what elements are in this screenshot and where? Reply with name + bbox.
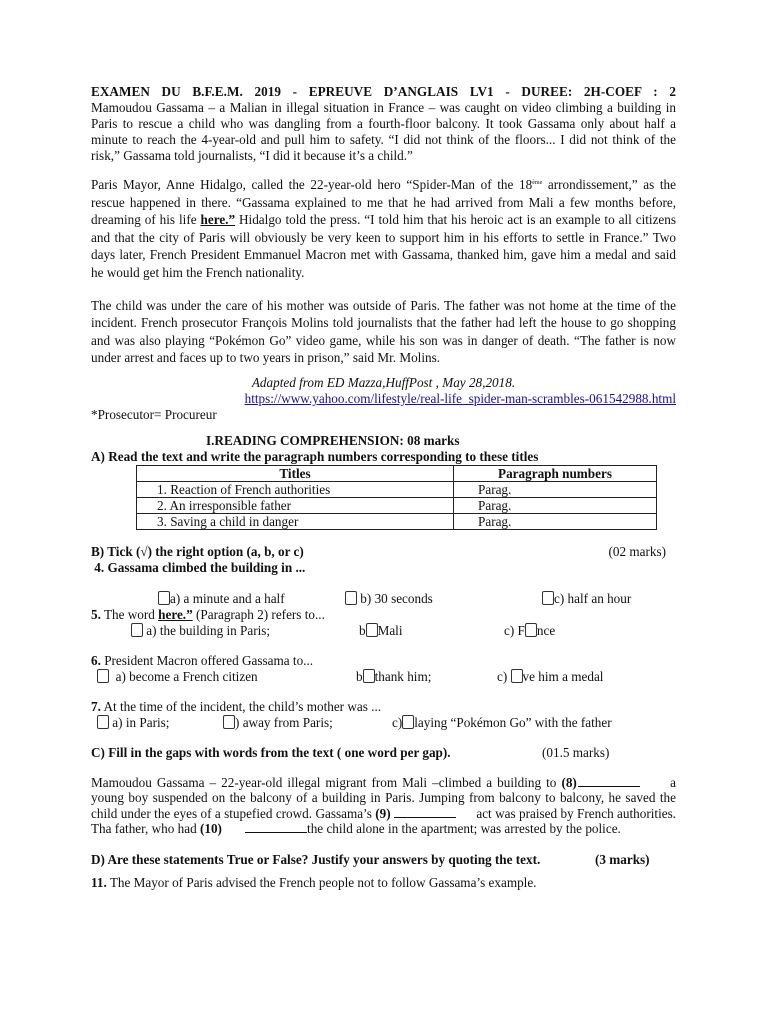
q4-option-b[interactable]: b) 30 seconds [345,591,433,607]
checkbox-icon[interactable] [97,715,109,729]
table-header-paragraph: Paragraph numbers [454,465,657,481]
table-cell-title: 3. Saving a child in danger [137,513,454,529]
gap-9-blank[interactable] [394,807,456,818]
checkbox-icon[interactable] [525,623,537,637]
q5-option-b[interactable]: b Mali [359,622,403,638]
source-adapted: Adapted from ED Mazza,HuffPost , May 28,2018. [251,374,516,390]
paragraph-2-part-b: arrondissement,” as the rescue happened in there. “Gassama explained to me that he had arrived from Mali a few months before, dreaming of his life [91,177,677,228]
gap-10-blank[interactable] [245,822,307,833]
question-4-stem: 4. Gassama climbed the building in ... [91,559,306,575]
question-5-options [91,623,676,639]
exam-header: EXAMEN DU B.F.E.M. 2019 - EPREUVE D’ANGLAIS LV1 - DUREE: 2H-COEF : 2 [91,84,676,99]
instruction-a: A) Read the text and write the paragraph numbers corresponding to these titles [91,448,539,464]
q7-option-c[interactable]: c) laying “Pokémon Go” with the father [392,714,612,730]
gap-fill-text: Mamoudou Gassama – 22-year-old illegal migrant from Mali –climbed a building to (8) a young boy suspended on the balcony of a building in Paris. Jumping from balcony to balcony, he saved the child under the eyes of a stupefied crowd. Gassama’s (9) act was praised by French authorities. Tha father, who had (10) the child alone in the apartment; was arrested by the police. [91,774,677,837]
table-cell-parag[interactable]: Parag. [454,481,657,497]
exam-page [91,84,676,891]
q6-option-b[interactable]: b thank him; [356,668,432,684]
checkbox-icon[interactable] [511,669,523,683]
checkbox-icon[interactable] [97,669,109,683]
question-4-options [91,591,676,607]
checkbox-icon[interactable] [402,715,414,729]
section-c-header [91,745,676,761]
marks-b: (02 marks) [608,543,666,559]
table-header-titles: Titles [137,465,454,481]
table-row [137,513,657,529]
paragraph-3: The child was under the care of his mother was outside of Paris. The father was not home at the time of the incident. French prosecutor François Molins told journalists that the father had left the house to go shopping and was also playing “Pokémon Go” video game, while his son was in danger of death. “The father is now under arrest and faces up to two years in prison,” said Mr. Molins. [91,297,676,366]
q5-option-a[interactable]: a) the building in Paris; [131,623,270,639]
instruction-d: D) Are these statements True or False? Justify your answers by quoting the text. [91,851,541,867]
question-6-options [91,669,676,685]
word-here: here.” [200,212,236,228]
table-cell-parag[interactable]: Parag. [454,497,657,513]
section-b-header [91,544,676,560]
checkbox-icon[interactable] [366,623,378,637]
table-header-row [137,465,657,481]
q5-option-c[interactable]: c) F nce [504,622,556,638]
paragraph-2 [91,176,676,282]
checkbox-icon[interactable] [345,591,357,605]
table-cell-parag[interactable]: Parag. [454,513,657,529]
section-d-header [91,852,676,868]
checkbox-icon[interactable] [542,591,554,605]
table-row [137,481,657,497]
q4-option-c[interactable]: c) half an hour [542,591,631,607]
q7-option-a[interactable]: a) in Paris; [97,715,169,731]
instruction-c: C) Fill in the gaps with words from the text ( one word per gap). [91,744,451,760]
gap-8-blank[interactable] [578,776,640,787]
table-cell-title: 2. An irresponsible father [137,497,454,513]
table-row [137,497,657,513]
q6-option-c[interactable]: c) ve him a medal [497,668,604,684]
question-7-options [91,715,676,731]
question-6-stem: 6. President Macron offered Gassama to... [91,652,314,668]
section-reading-title: I.READING COMPREHENSION: 08 marks [206,432,460,448]
marks-d: (3 marks) [595,851,650,867]
q7-option-b[interactable]: ) away from Paris; [223,715,333,731]
question-11: 11. The Mayor of Paris advised the French people not to follow Gassama’s example. [91,874,537,890]
paragraph-1: Mamoudou Gassama – a Malian in illegal situation in France – was caught on video climbing a building in Paris to rescue a child who was dangling from a fourth-floor balcony. It took Gassama only about half a minute to reach the 4-year-old and pull him to safety. “I did not think of the floors... I did not think of the risk,” Gassama told journalists, “I did it because it’s a child.” [91,100,676,163]
table-cell-title: 1. Reaction of French authorities [137,481,454,497]
instruction-b: B) Tick (√) the right option (a, b, or c) [91,543,304,559]
question-5-stem: 5. The word here.” (Paragraph 2) refers to... [91,606,325,622]
question-7-stem: 7. At the time of the incident, the child’s mother was ... [91,698,382,714]
checkbox-icon[interactable] [363,669,375,683]
q4-option-a[interactable]: a) a minute and a half [158,591,285,607]
paragraph-2-part-a: Paris Mayor, Anne Hidalgo, called the 22-year-old hero “Spider-Man of the 18 [91,177,533,192]
source-link[interactable]: https://www.yahoo.com/lifestyle/real-life_spider-man-scrambles-061542988.html [244,390,676,406]
marks-c: (01.5 marks) [542,744,610,760]
q6-option-a[interactable]: a) become a French citizen [97,669,258,685]
superscript-eme: ème [532,180,543,186]
paragraph-2-part-c: Hidalgo told the press. “I told him that his heroic act is an example to all citizens and that the city of Paris will obviously be very keen to support him in his efforts to settle in France.” Two days later, French President Emmanuel Macron met with Gassama, thanked him, gave him a medal and said he would get him the French nationality. [91,212,677,280]
titles-table [136,465,657,530]
checkbox-icon[interactable] [158,591,170,605]
glossary-note: *Prosecutor= Procureur [91,406,217,422]
checkbox-icon[interactable] [223,715,235,729]
checkbox-icon[interactable] [131,623,143,637]
